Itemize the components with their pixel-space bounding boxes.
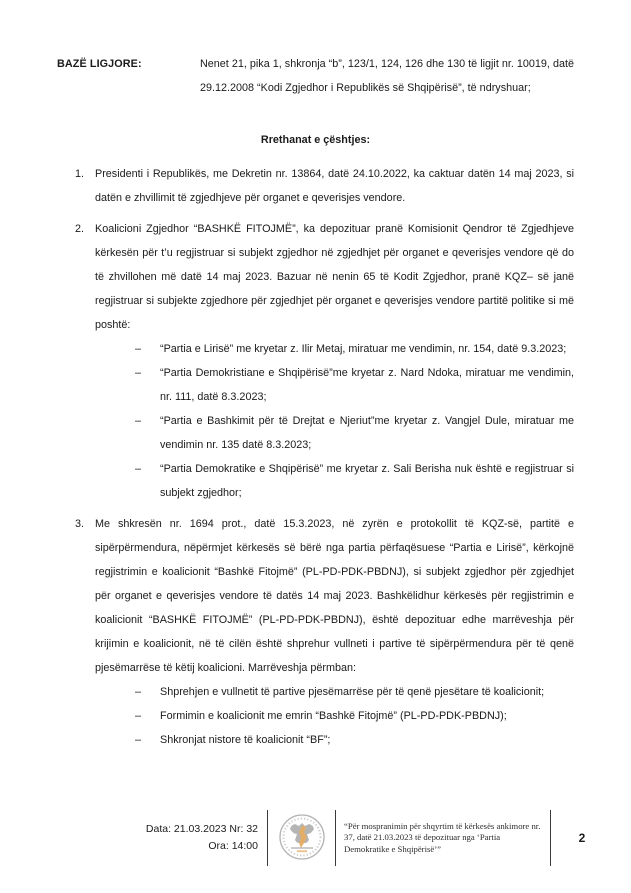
section-heading: Rrethanat e çështjes: [260, 134, 371, 146]
footer-date-box [140, 821, 267, 855]
kqz-seal-stamp-icon [268, 810, 335, 866]
bullet-list [95, 680, 574, 752]
dash-marker: – [135, 343, 142, 355]
page-footer [140, 810, 613, 866]
bullet-item [95, 361, 574, 409]
page-number: 2 [578, 831, 586, 845]
legal-basis-section [57, 52, 574, 100]
dash-marker: – [135, 686, 142, 698]
dash-marker: – [135, 734, 142, 746]
bullet-item [95, 680, 574, 704]
dash-marker: – [135, 710, 142, 722]
numbered-item-2 [57, 217, 574, 505]
item-text: Me shkresën nr. 1694 prot., datë 15.3.2023, në zyrën e protokollit të KQZ-së, partitë e sipërpërmendura, nëpërmjet kërkesës së bërë nga partia përfaqësuese “Partia e Lirisë”, kërkojnë regjistrimin e koalicionit “Bashkë Fitojmë” (PL-PD-PDK-PBDNJ), si subjekt zgjedhor për zgjedhjet për organet e qeverisjes vendore të datës 14 maj 2023. Bashkëlidhur kërkesës për regjistrimin e koalicionit “BASHKË FITOJMË” (PL-PD-PDK-PBDNJ), është depozituar edhe marrëveshja për krijimin e koalicionit, në të cilën është shprehur vullneti i partive të sipërpërmendura për të qenë pjesëmarrëse të këtij koalicioni. Marrëveshja përmban: [95, 518, 574, 674]
bullet-list [95, 337, 574, 505]
item-text: Koalicioni Zgjedhor “BASHKË FITOJMË”, ka depozituar pranë Komisionit Qendror të Zgjedhjeve kërkesën për t’u regjistruar si subjekt zgjedhor në zgjedhjet për organet e qeverisjes vendore që do të zhvillohen më datë 14 maj 2023. Bazuar në nenin 65 të Kodit Zgjedhor, pranë KQZ– së janë regjistruar si subjekte zgjedhore për zgjedhjet për organet e qeverisjes vendore partitë politike si më poshtë: [95, 223, 574, 331]
bullet-text: “Partia e Bashkimit për të Drejtat e Njeriut”me kryetar z. Vangjel Dule, miratuar me vendimin nr. 135 datë 8.3.2023; [160, 415, 574, 451]
bullet-item [95, 457, 574, 505]
stamp-graphic [278, 814, 326, 862]
item-number: 1. [75, 168, 85, 180]
footer-time-line: Ora: 14:00 [208, 840, 258, 852]
dash-marker: – [135, 463, 142, 475]
bullet-text: Shkronjat nistore të koalicionit “BF”; [160, 734, 331, 746]
footer-date-line: Data: 21.03.2023 Nr: 32 [145, 823, 258, 835]
item-number: 3. [75, 518, 85, 530]
item-number: 2. [75, 223, 85, 235]
dash-marker: – [135, 415, 142, 427]
bullet-text: “Partia Demokratike e Shqipërisë” me kryetar z. Sali Berisha nuk është e regjistruar si subjekt zgjedhor; [160, 463, 574, 499]
bullet-text: “Partia Demokristiane e Shqipërisë”me kryetar z. Nard Ndoka, miratuar me vendimin, nr. 111, datë 8.3.2023; [160, 367, 574, 403]
footer-quote: “Për mospranimin për shqyrtim të kërkesës ankimore nr. 37, datë 21.03.2023 të depozituar nga ‘Partia Demokratike e Shqipërisë’” [344, 820, 541, 854]
bullet-item [95, 728, 574, 752]
legal-basis-text: Nenet 21, pika 1, shkronja “b”, 123/1, 124, 126 dhe 130 të ligjit nr. 10019, datë 29.12.2008 “Kodi Zgjedhor i Republikës së Shqipërisë”, të ndryshuar; [200, 58, 574, 94]
numbered-item-1 [57, 162, 574, 210]
dash-marker: – [135, 367, 142, 379]
bullet-text: “Partia e Lirisë” me kryetar z. Ilir Metaj, miratuar me vendimin, nr. 154, datë 9.3.2023; [160, 343, 567, 355]
bullet-text: Shprehjen e vullnetit të partive pjesëmarrëse për të qenë pjesëtare të koalicionit; [160, 686, 545, 698]
document-content [57, 52, 574, 759]
bullet-item [95, 409, 574, 457]
item-text: Presidenti i Republikës, me Dekretin nr. 13864, datë 24.10.2022, ka caktuar datën 14 maj 2023, si datën e zhvillimit të zgjedhjeve për organet e qeverisjes vendore. [95, 168, 574, 204]
legal-basis-label: BAZË LIGJORE: [57, 58, 142, 70]
bullet-item [95, 337, 574, 361]
bullet-text: Formimin e koalicionit me emrin “Bashkë Fitojmë” (PL-PD-PDK-PBDNJ); [160, 710, 507, 722]
numbered-item-3 [57, 512, 574, 752]
bullet-item [95, 704, 574, 728]
